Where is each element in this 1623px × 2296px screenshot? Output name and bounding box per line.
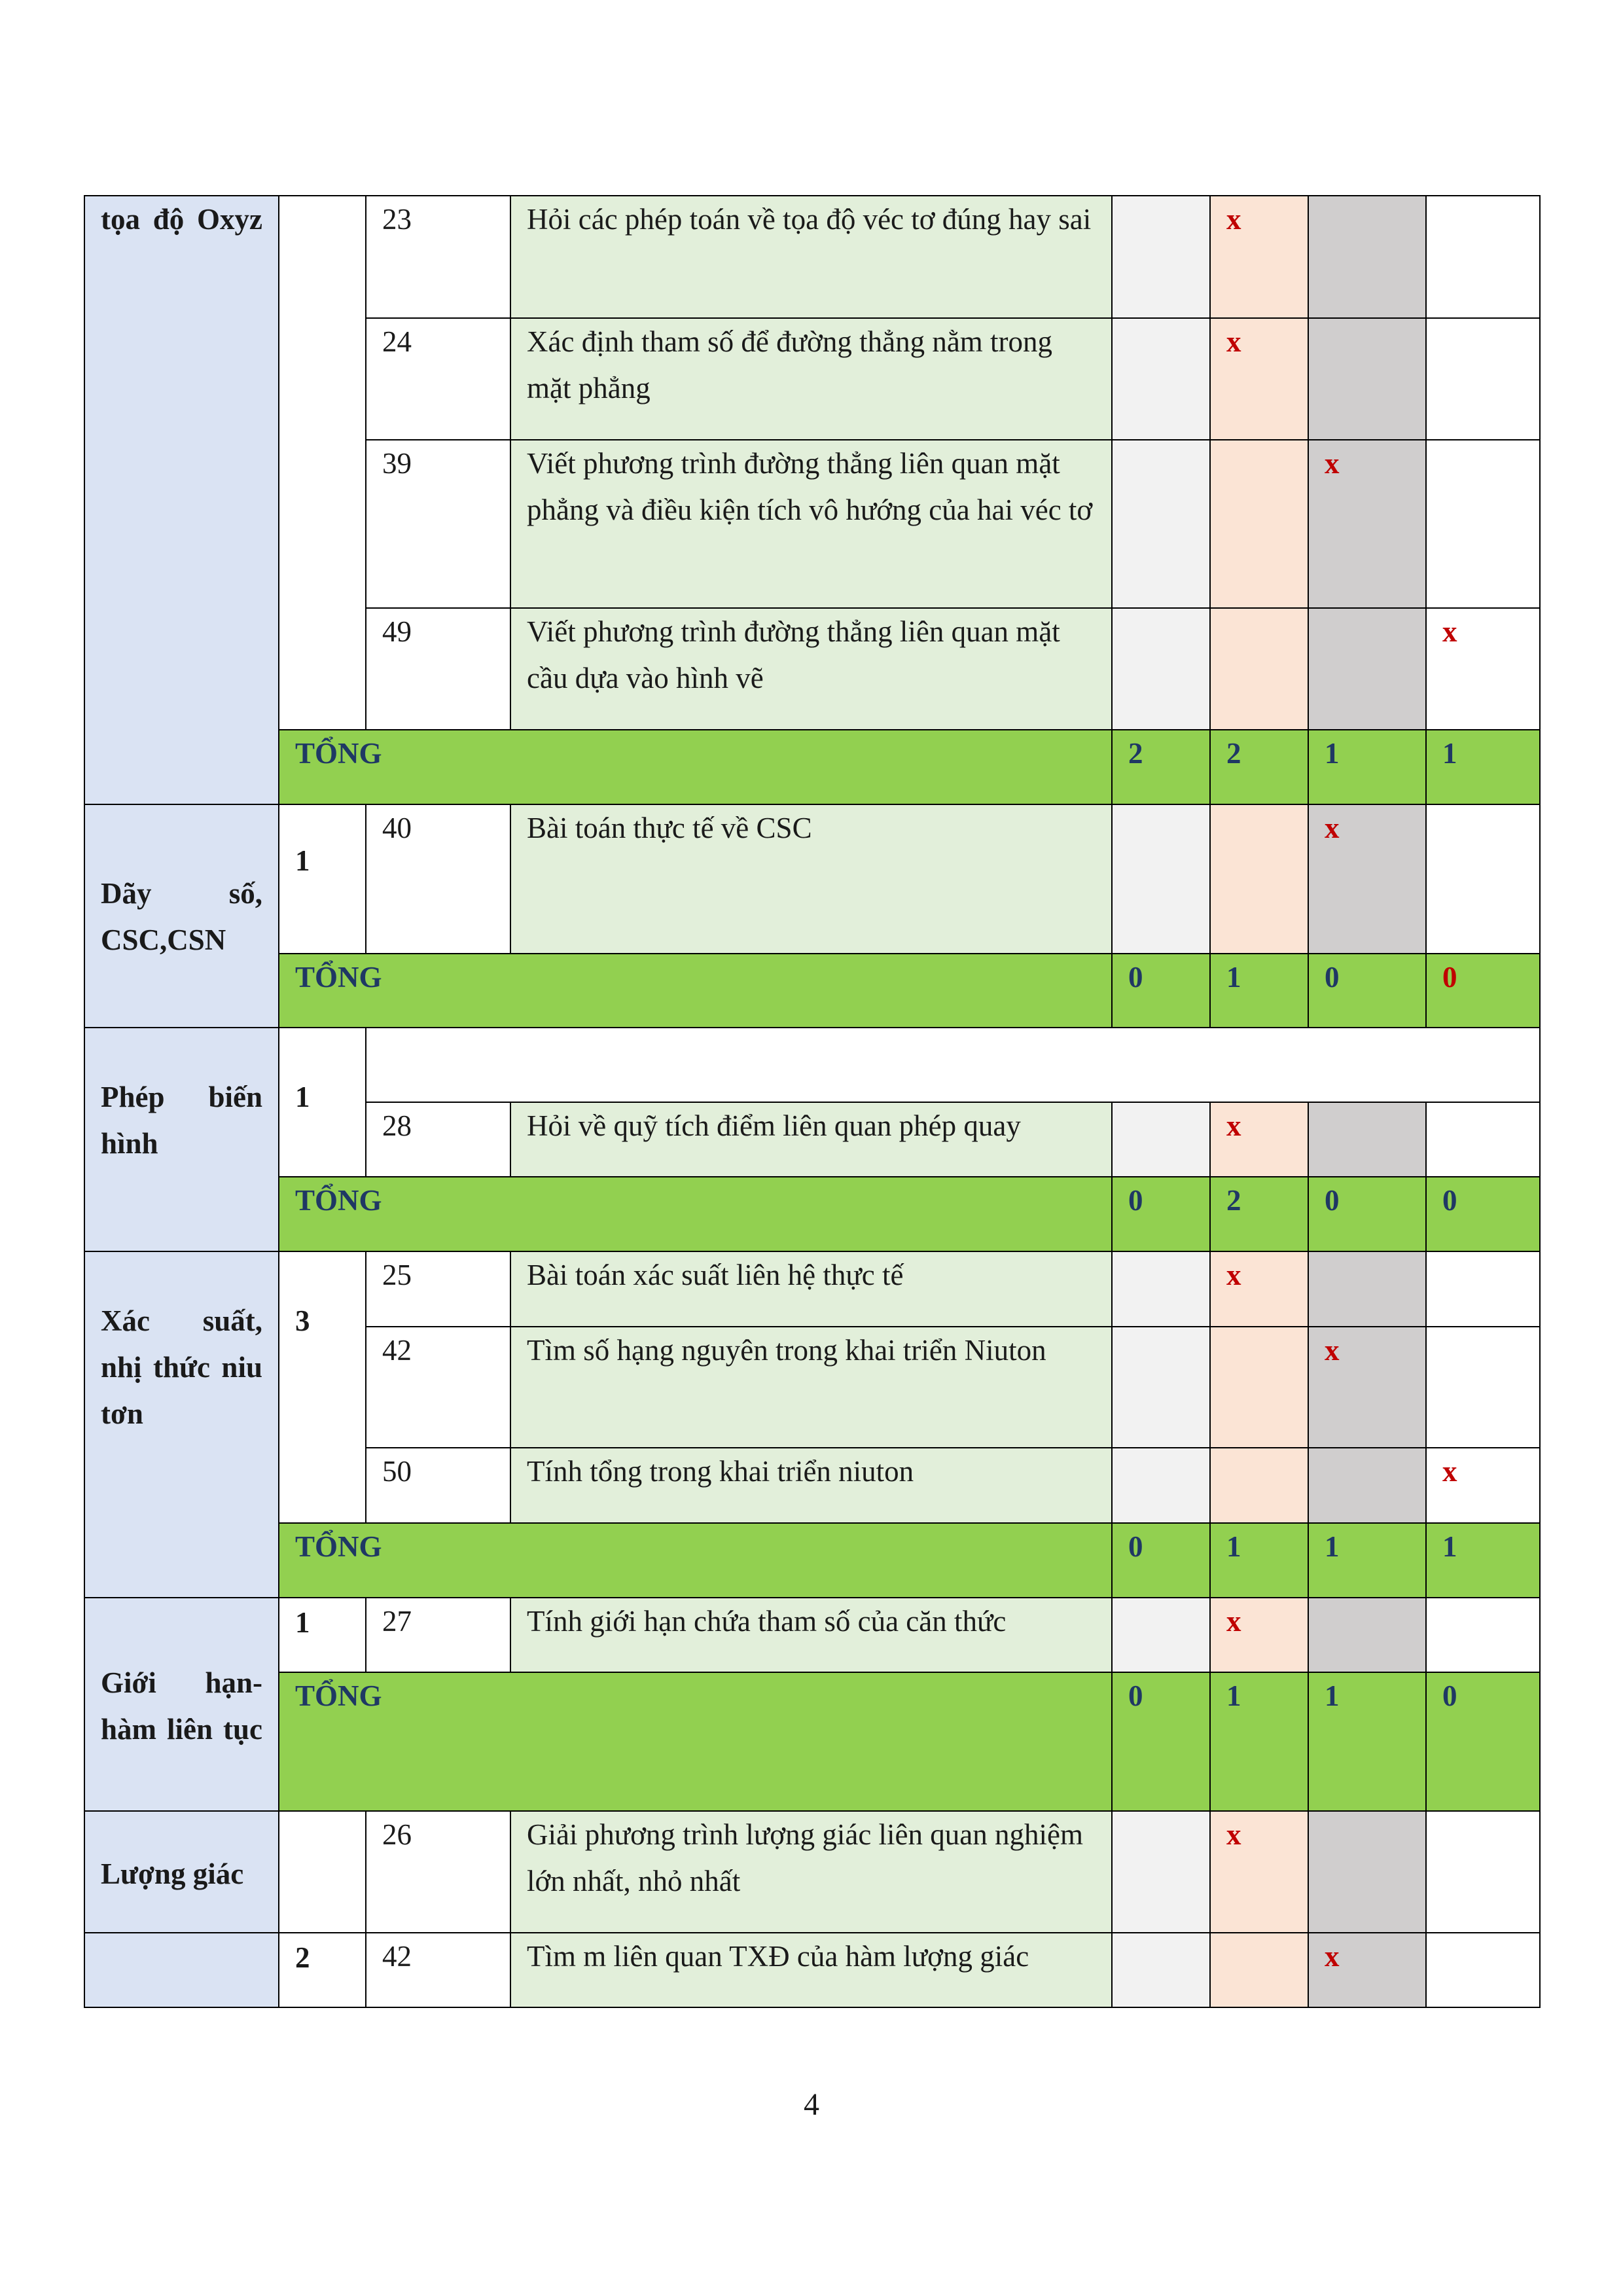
total-row [84, 1177, 1540, 1251]
topic-cell: tọa độ Oxyz [84, 196, 279, 804]
table-row [84, 804, 1540, 954]
total-value: 1 [1426, 730, 1540, 804]
question-description: Giải phương trình lượng giác liên quan nghiệm lớn nhất, nhỏ nhất [510, 1811, 1112, 1933]
total-value: 1 [1426, 1523, 1540, 1598]
total-row [84, 1672, 1540, 1811]
question-description: Xác định tham số để đường thẳng nằm trong mặt phẳng [510, 318, 1112, 440]
question-number: 50 [366, 1448, 510, 1523]
total-label: TỔNG [279, 730, 1112, 804]
page-number: 4 [804, 2087, 819, 2122]
question-description: Tìm m liên quan TXĐ của hàm lượng giác [510, 1933, 1112, 2007]
question-description: Viết phương trình đường thẳng liên quan mặt phẳng và điều kiện tích vô hướng của hai véc tơ [510, 440, 1112, 608]
topic-cell: Xác suất, nhị thức niu tơn [84, 1251, 279, 1598]
matrix-table [84, 195, 1541, 2008]
question-description: Tính giới hạn chứa tham số của căn thức [510, 1598, 1112, 1672]
total-value: 0 [1112, 1523, 1210, 1598]
table-row [84, 1598, 1540, 1672]
level-mark: x [1308, 440, 1426, 608]
question-description: Tính tổng trong khai triển niuton [510, 1448, 1112, 1523]
total-row [84, 730, 1540, 804]
count-cell: 2 [279, 1933, 366, 2007]
table-row [84, 1251, 1540, 1327]
total-value: 1 [1308, 730, 1426, 804]
question-number: 28 [366, 1102, 510, 1177]
total-value: 1 [1210, 1523, 1308, 1598]
level-mark: x [1210, 1251, 1308, 1327]
question-number: 24 [366, 318, 510, 440]
count-cell [279, 1811, 366, 1933]
total-value: 2 [1210, 730, 1308, 804]
question-number: 27 [366, 1598, 510, 1672]
level-mark: x [1426, 1448, 1540, 1523]
level-mark: x [1308, 1327, 1426, 1448]
level-mark: x [1308, 1933, 1426, 2007]
question-number: 49 [366, 608, 510, 730]
total-row [84, 954, 1540, 1028]
question-description: Viết phương trình đường thẳng liên quan mặt cầu dựa vào hình vẽ [510, 608, 1112, 730]
total-value: 0 [1308, 1177, 1426, 1251]
total-label: TỔNG [279, 1523, 1112, 1598]
question-description: Hỏi các phép toán về tọa độ véc tơ đúng hay sai [510, 196, 1112, 318]
level-mark: x [1210, 1102, 1308, 1177]
total-label: TỔNG [279, 954, 1112, 1028]
topic-cell: Dãy số, CSC,CSN [84, 804, 279, 1028]
total-value: 0 [1112, 1672, 1210, 1811]
question-description: Bài toán xác suất liên hệ thực tế [510, 1251, 1112, 1327]
question-description: Bài toán thực tế về CSC [510, 804, 1112, 954]
level-mark: x [1426, 608, 1540, 730]
total-value: 0 [1426, 1672, 1540, 1811]
level-mark: x [1308, 804, 1426, 954]
question-number: 42 [366, 1327, 510, 1448]
question-number: 25 [366, 1251, 510, 1327]
total-value: 0 [1112, 1177, 1210, 1251]
total-value: 1 [1210, 954, 1308, 1028]
count-cell: 1 [279, 804, 366, 954]
level-mark: x [1210, 318, 1308, 440]
topic-cell: Giới hạn-hàm liên tục [84, 1598, 279, 1811]
level-mark: x [1210, 1811, 1308, 1933]
total-value: 1 [1210, 1672, 1308, 1811]
question-description: Hỏi về quỹ tích điểm liên quan phép quay [510, 1102, 1112, 1177]
topic-cell: Phép biến hình [84, 1028, 279, 1251]
total-value: 2 [1112, 730, 1210, 804]
count-cell: 1 [279, 1028, 366, 1177]
question-number: 26 [366, 1811, 510, 1933]
total-value: 1 [1308, 1672, 1426, 1811]
question-description: Tìm số hạng nguyên trong khai triển Niuton [510, 1327, 1112, 1448]
topic-cell [84, 1933, 279, 2007]
question-number: 40 [366, 804, 510, 954]
table-row [84, 1028, 1540, 1102]
level-mark: x [1210, 196, 1308, 318]
table-row [84, 196, 1540, 318]
table-row [84, 1933, 1540, 2007]
level-mark: x [1210, 1598, 1308, 1672]
count-cell: 3 [279, 1251, 366, 1523]
total-value: 0 [1426, 954, 1540, 1028]
count-cell [279, 196, 366, 730]
topic-cell: Lượng giác [84, 1811, 279, 1933]
count-cell: 1 [279, 1598, 366, 1672]
total-value: 0 [1308, 954, 1426, 1028]
total-value: 0 [1426, 1177, 1540, 1251]
question-number: 23 [366, 196, 510, 318]
total-label: TỔNG [279, 1672, 1112, 1811]
total-value: 0 [1112, 954, 1210, 1028]
total-row [84, 1523, 1540, 1598]
total-label: TỔNG [279, 1177, 1112, 1251]
total-value: 2 [1210, 1177, 1308, 1251]
question-number: 42 [366, 1933, 510, 2007]
question-number: 39 [366, 440, 510, 608]
total-value: 1 [1308, 1523, 1426, 1598]
table-row [84, 1811, 1540, 1933]
